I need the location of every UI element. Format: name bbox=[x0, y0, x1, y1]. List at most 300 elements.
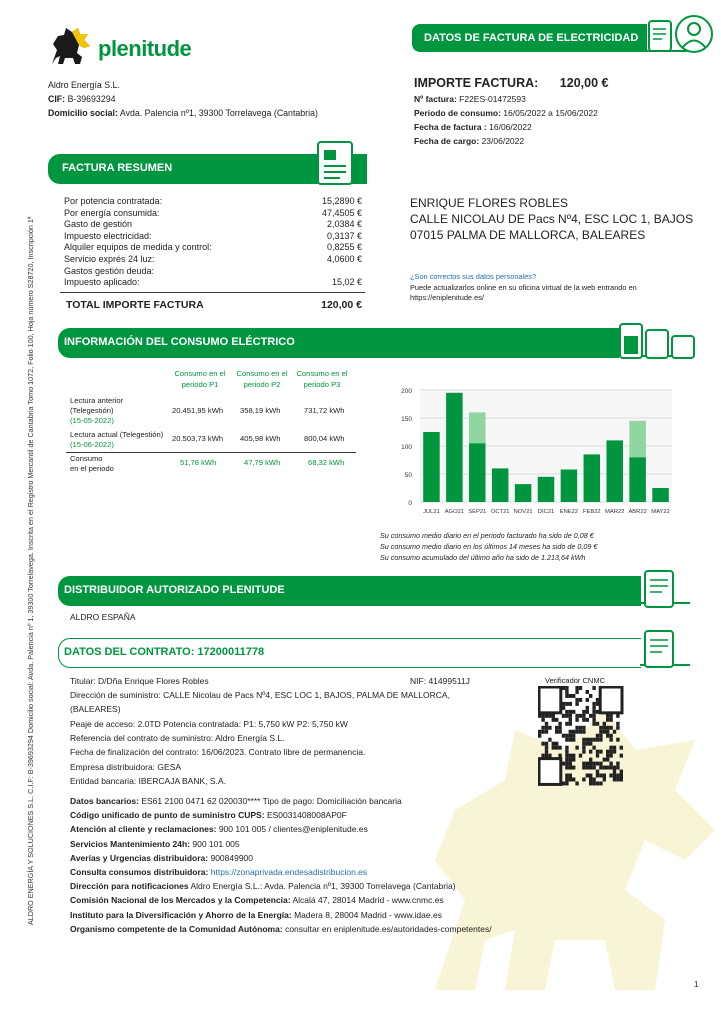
table-divider bbox=[66, 452, 356, 453]
qr-module bbox=[575, 686, 578, 690]
contract-line bbox=[70, 762, 181, 772]
qr-module bbox=[582, 766, 585, 770]
chart-y-tick-label: 50 bbox=[404, 472, 412, 479]
qr-module bbox=[606, 754, 609, 758]
invoice-document-icon bbox=[646, 18, 676, 54]
qr-module bbox=[620, 774, 623, 778]
contract-title: DATOS DEL CONTRATO: 17200011778 bbox=[64, 646, 265, 658]
contract-line bbox=[70, 704, 121, 714]
qr-module bbox=[555, 742, 558, 746]
qr-module bbox=[592, 722, 595, 726]
qr-module bbox=[609, 714, 612, 718]
qr-module bbox=[575, 718, 578, 722]
qr-module bbox=[589, 738, 592, 742]
qr-module bbox=[596, 710, 599, 714]
distributor-document-icon bbox=[642, 568, 678, 610]
qr-module bbox=[599, 730, 602, 734]
qr-module bbox=[572, 710, 575, 714]
qr-module bbox=[558, 754, 561, 758]
invoice-amount: IMPORTE FACTURA: 120,00 € bbox=[414, 76, 609, 90]
qr-module bbox=[582, 777, 585, 781]
qr-module bbox=[579, 698, 582, 702]
contract-info-label: Averías y Urgencias distribuidora: bbox=[70, 852, 209, 863]
qr-module bbox=[606, 726, 609, 730]
contract-info-line bbox=[70, 824, 368, 834]
qr-module bbox=[575, 698, 578, 702]
company-address: Domicilio social: Avda. Palencia nº1, 39300 Torrelavega (Cantabria) bbox=[48, 108, 318, 118]
qr-module bbox=[589, 781, 592, 785]
qr-module bbox=[565, 762, 568, 766]
consumption-stat-2: Su consumo medio diario en los últimos 14 meses ha sido de 0,09 € bbox=[380, 542, 598, 551]
consumption-stat-1: Su consumo medio diario en el periodo facturado ha sido de 0,08 € bbox=[380, 531, 594, 540]
chart-bar bbox=[492, 468, 508, 502]
vertical-legal-text: ALDRO ENERGÍA Y SOLUCIONES S.L. C.I.F: B-39693294 Domicilio social: Avda. Palencia nº 1, 39300 Torrelavega. Inscrita en el Registro Mercantil de Cantabria Tomo 1072, Folio 100, Hoja número S28720, Inscripción 1ª bbox=[26, 216, 35, 925]
total-p1: 51,78 kWh bbox=[180, 458, 217, 467]
total-p3: 68,32 kWh bbox=[308, 458, 345, 467]
qr-module bbox=[609, 766, 612, 770]
qr-module bbox=[541, 714, 544, 718]
qr-module bbox=[586, 698, 589, 702]
qr-module bbox=[545, 746, 548, 750]
qr-module bbox=[603, 758, 606, 762]
qr-module bbox=[569, 694, 572, 698]
qr-module bbox=[579, 714, 582, 718]
qr-module bbox=[565, 710, 568, 714]
qr-module bbox=[606, 714, 609, 718]
consumption-table bbox=[64, 366, 364, 476]
qr-module bbox=[599, 766, 602, 770]
qr-module bbox=[592, 781, 595, 785]
contract-nif: NIF: 41499511J bbox=[410, 676, 470, 686]
summary-row-label: Gasto de gestión bbox=[64, 219, 133, 230]
qr-module bbox=[592, 746, 595, 750]
qr-module bbox=[609, 738, 612, 742]
qr-module bbox=[555, 730, 558, 734]
contract-info-line bbox=[70, 796, 402, 806]
qr-module bbox=[569, 758, 572, 762]
qr-module bbox=[596, 754, 599, 758]
qr-module bbox=[575, 726, 578, 730]
qr-module bbox=[558, 722, 561, 726]
qr-module bbox=[558, 726, 561, 730]
qr-module bbox=[603, 726, 606, 730]
qr-code-icon[interactable] bbox=[538, 686, 624, 786]
qr-module bbox=[592, 706, 595, 710]
chart-bar bbox=[652, 488, 668, 502]
qr-module bbox=[565, 766, 568, 770]
qr-module bbox=[545, 726, 548, 730]
qr-module bbox=[569, 774, 572, 778]
qr-module bbox=[569, 722, 572, 726]
qr-module bbox=[548, 754, 551, 758]
page-number: 1 bbox=[694, 980, 699, 989]
row1-date: (15-05-2022) bbox=[70, 416, 114, 425]
contract-info-text: Madera 8, 28004 Madrid - www.idae.es bbox=[294, 909, 442, 920]
qr-module bbox=[616, 774, 619, 778]
qr-module bbox=[552, 746, 555, 750]
row2-date: (15-06-2022) bbox=[70, 440, 114, 449]
qr-module bbox=[592, 718, 595, 722]
qr-module bbox=[582, 762, 585, 766]
qr-module bbox=[606, 734, 609, 738]
qr-module bbox=[589, 714, 592, 718]
contract-info-line bbox=[70, 910, 442, 920]
qr-finder bbox=[600, 687, 622, 713]
qr-module bbox=[575, 730, 578, 734]
qr-module bbox=[558, 746, 561, 750]
qr-module bbox=[541, 742, 544, 746]
contract-info-line bbox=[70, 867, 367, 877]
brand-logo bbox=[48, 26, 198, 66]
qr-module bbox=[609, 762, 612, 766]
total-p2: 47,79 kWh bbox=[244, 458, 281, 467]
qr-module bbox=[616, 722, 619, 726]
summary-row-value: 15,2890 € bbox=[321, 196, 362, 206]
qr-module bbox=[572, 777, 575, 781]
chart-bar bbox=[469, 443, 485, 502]
total-sub: en el periodo bbox=[70, 464, 114, 473]
contract-info-label: Servicios Mantenimiento 24h: bbox=[70, 838, 190, 849]
row1-p2: 358,19 kWh bbox=[240, 406, 281, 415]
summary-row-label: Servicio exprés 24 luz: bbox=[64, 254, 155, 264]
qr-module bbox=[579, 726, 582, 730]
qr-module bbox=[565, 722, 568, 726]
qr-module bbox=[572, 734, 575, 738]
qr-module bbox=[586, 710, 589, 714]
chart-x-tick-label: SEP21 bbox=[468, 509, 487, 515]
qr-module bbox=[592, 762, 595, 766]
qr-module bbox=[586, 766, 589, 770]
qr-module bbox=[596, 750, 599, 754]
qr-module bbox=[538, 714, 541, 718]
qr-module bbox=[616, 777, 619, 781]
customer-note-2[interactable]: https://eniplenitude.es/ bbox=[410, 293, 484, 302]
contract-info-text: ES0031408008AP0F bbox=[266, 810, 347, 821]
qr-module bbox=[582, 750, 585, 754]
qr-module bbox=[565, 714, 568, 718]
contract-line-label: Empresa distribuidora: bbox=[70, 761, 156, 772]
contract-info-text: 900 101 005 bbox=[192, 838, 240, 849]
qr-module bbox=[609, 746, 612, 750]
qr-module bbox=[616, 726, 619, 730]
contract-info-text: ES61 2100 0471 62 020030**** Tipo de pago: Domiciliación bancaria bbox=[141, 796, 402, 806]
qr-module bbox=[603, 774, 606, 778]
qr-module bbox=[545, 722, 548, 726]
qr-module bbox=[572, 754, 575, 758]
customer-address-2: 07015 PALMA DE MALLORCA, BALEARES bbox=[410, 228, 646, 242]
qr-module bbox=[565, 754, 568, 758]
qr-module bbox=[582, 714, 585, 718]
qr-module bbox=[565, 734, 568, 738]
summary-row-value: 0,3137 € bbox=[326, 230, 362, 241]
qr-module bbox=[569, 702, 572, 706]
qr-module bbox=[575, 714, 578, 718]
qr-module bbox=[582, 730, 585, 734]
qr-module bbox=[555, 718, 558, 722]
invoice-section-title: DATOS DE FACTURA DE ELECTRICIDAD bbox=[424, 32, 639, 44]
invoice-date: Fecha de factura : 16/06/2022 bbox=[414, 122, 532, 132]
summary-row-value: 15,02 € bbox=[331, 277, 362, 288]
contract-info-line bbox=[70, 839, 240, 849]
qr-finder bbox=[539, 687, 561, 713]
company-cif: CIF: B-39693294 bbox=[48, 94, 116, 104]
chart-x-tick-label: ENE22 bbox=[559, 509, 579, 515]
qr-module bbox=[596, 698, 599, 702]
distributor-text: ALDRO ESPAÑA bbox=[70, 612, 136, 622]
qr-module bbox=[565, 750, 568, 754]
verifier-label: Verificador CNMC bbox=[545, 676, 606, 685]
qr-module bbox=[548, 714, 551, 718]
chart-bar bbox=[446, 393, 462, 502]
qr-module bbox=[582, 710, 585, 714]
contract-line bbox=[70, 733, 285, 743]
qr-module bbox=[620, 770, 623, 774]
table-header-p1: Consumo en el periodo P1 bbox=[174, 369, 226, 389]
qr-module bbox=[582, 726, 585, 730]
qr-module bbox=[575, 702, 578, 706]
qr-module bbox=[572, 758, 575, 762]
contract-line-label: Referencia del contrato de suministro: bbox=[70, 732, 214, 743]
qr-module bbox=[572, 766, 575, 770]
chart-x-tick-label: DIC21 bbox=[537, 509, 555, 515]
qr-module bbox=[609, 718, 612, 722]
qr-module bbox=[596, 738, 599, 742]
qr-module bbox=[572, 730, 575, 734]
qr-module bbox=[575, 746, 578, 750]
qr-module bbox=[569, 738, 572, 742]
row1-sub: (Telegestión) bbox=[70, 406, 114, 415]
chart-x-tick-label: JUL21 bbox=[423, 509, 440, 515]
customer-name: ENRIQUE FLORES ROBLES bbox=[410, 196, 569, 210]
qr-module bbox=[545, 730, 548, 734]
contract-line-text: CALLE Nicolau de Pacs Nº4, ESC LOC 1, BAJOS, PALMA DE MALLORCA, bbox=[163, 690, 450, 700]
qr-module bbox=[552, 742, 555, 746]
qr-module bbox=[606, 758, 609, 762]
chart-bar bbox=[561, 470, 577, 502]
summary-row-value: 2,0384 € bbox=[326, 219, 362, 230]
qr-module bbox=[599, 762, 602, 766]
qr-module bbox=[582, 742, 585, 746]
contract-info-text[interactable]: https://zonaprivada.endesadistribucion.es bbox=[210, 867, 368, 877]
chart-y-tick-label: 150 bbox=[401, 416, 412, 423]
qr-module bbox=[620, 777, 623, 781]
qr-module bbox=[569, 710, 572, 714]
qr-module bbox=[616, 766, 619, 770]
qr-module bbox=[596, 762, 599, 766]
qr-module bbox=[555, 746, 558, 750]
qr-module bbox=[599, 750, 602, 754]
consumption-title: INFORMACIÓN DEL CONSUMO ELÉCTRICO bbox=[64, 336, 295, 348]
customer-avatar-icon bbox=[674, 14, 714, 58]
row1-label: Lectura anterior bbox=[70, 396, 124, 405]
qr-module bbox=[592, 710, 595, 714]
company-name: Aldro Energía S.L. bbox=[48, 80, 120, 90]
invoice-period: Periodo de consumo: 16/05/2022 a 15/06/2022 bbox=[414, 108, 598, 118]
qr-module bbox=[586, 718, 589, 722]
qr-module bbox=[572, 694, 575, 698]
battery-icon bbox=[618, 318, 710, 362]
chart-bar bbox=[469, 412, 485, 443]
qr-module bbox=[592, 738, 595, 742]
contract-line-text: 16/06/2023. Contrato libre de permanencia. bbox=[201, 747, 366, 758]
qr-module bbox=[565, 702, 568, 706]
qr-module bbox=[613, 730, 616, 734]
qr-module bbox=[548, 726, 551, 730]
qr-module bbox=[562, 714, 565, 718]
chart-bar bbox=[629, 457, 645, 502]
qr-module bbox=[606, 766, 609, 770]
qr-module bbox=[552, 714, 555, 718]
qr-module bbox=[579, 754, 582, 758]
contract-info-label: Consulta consumos distribuidora: bbox=[70, 867, 209, 877]
summary-row-label: Gastos gestión deuda: bbox=[64, 265, 155, 276]
qr-module bbox=[586, 690, 589, 694]
qr-module bbox=[562, 702, 565, 706]
summary-row-label: Por energía consumida: bbox=[64, 207, 160, 218]
summary-document-icon bbox=[314, 138, 358, 188]
qr-module bbox=[616, 714, 619, 718]
qr-module bbox=[562, 686, 565, 690]
row2-p3: 800,04 kWh bbox=[304, 434, 345, 443]
contract-line bbox=[70, 776, 226, 786]
qr-module bbox=[603, 777, 606, 781]
contract-line-label: Entidad bancaria: bbox=[70, 775, 137, 786]
contract-info-label: Código unificado de punto de suministro CUPS: bbox=[70, 810, 265, 821]
contract-info-line bbox=[70, 895, 444, 905]
chart-y-tick-label: 200 bbox=[401, 388, 412, 395]
chart-bar bbox=[538, 477, 554, 502]
qr-module bbox=[575, 781, 578, 785]
qr-module bbox=[589, 742, 592, 746]
contract-info-text: Aldro Energía S.L.: Avda. Palencia nº1, 39300 Torrelavega (Cantabria) bbox=[190, 881, 456, 892]
qr-module bbox=[613, 777, 616, 781]
qr-module bbox=[565, 690, 568, 694]
qr-module bbox=[545, 750, 548, 754]
chart-x-tick-label: MAR22 bbox=[605, 509, 625, 515]
qr-module bbox=[569, 714, 572, 718]
contract-line bbox=[70, 690, 450, 700]
summary-row-value: 4,0600 € bbox=[326, 254, 362, 264]
qr-module bbox=[589, 774, 592, 778]
qr-module bbox=[609, 750, 612, 754]
chart-bar bbox=[584, 454, 600, 502]
contract-line-label: Dirección de suministro: bbox=[70, 690, 161, 700]
brand-name: plenitude bbox=[98, 36, 192, 61]
contract-info-label: Instituto para la Diversificación y Ahorro de la Energía: bbox=[70, 909, 292, 920]
contract-line bbox=[70, 719, 348, 729]
qr-module bbox=[565, 694, 568, 698]
contract-info-line bbox=[70, 810, 347, 820]
qr-module bbox=[596, 774, 599, 778]
qr-module bbox=[599, 734, 602, 738]
qr-module bbox=[565, 777, 568, 781]
qr-module bbox=[582, 738, 585, 742]
qr-module bbox=[616, 738, 619, 742]
distributor-title: DISTRIBUIDOR AUTORIZADO PLENITUDE bbox=[64, 584, 285, 596]
contract-info-label: Comisión Nacional de los Mercados y la Competencia: bbox=[70, 895, 291, 906]
summary-title: FACTURA RESUMEN bbox=[62, 162, 173, 174]
chart-x-tick-label: AGO21 bbox=[444, 509, 465, 515]
contract-line-text: (BALEARES) bbox=[70, 704, 121, 715]
row2-label: Lectura actual (Telegestión) bbox=[70, 430, 164, 439]
qr-module bbox=[572, 738, 575, 742]
qr-finder bbox=[539, 759, 561, 785]
qr-module bbox=[541, 730, 544, 734]
row2-p2: 405,98 kWh bbox=[240, 434, 281, 443]
qr-module bbox=[545, 714, 548, 718]
qr-module bbox=[565, 758, 568, 762]
summary-total-value: 120,00 € bbox=[321, 299, 362, 311]
contract-info-text: consultar en eniplenitude.es/autoridades-competentes/ bbox=[285, 923, 492, 934]
contract-line-text: IBERCAJA BANK, S.A. bbox=[138, 775, 226, 786]
qr-module bbox=[609, 754, 612, 758]
qr-module bbox=[589, 694, 592, 698]
qr-module bbox=[565, 774, 568, 778]
contract-info-line bbox=[70, 853, 253, 863]
qr-module bbox=[575, 690, 578, 694]
qr-module bbox=[562, 762, 565, 766]
qr-module bbox=[599, 726, 602, 730]
chart-bar bbox=[606, 440, 622, 502]
qr-module bbox=[569, 730, 572, 734]
qr-module bbox=[586, 762, 589, 766]
invoice-charge-date: Fecha de cargo: 23/06/2022 bbox=[414, 136, 525, 146]
chart-x-tick-label: NOV21 bbox=[513, 509, 533, 515]
qr-module bbox=[613, 750, 616, 754]
chart-x-tick-label: FEB22 bbox=[582, 509, 601, 515]
qr-module bbox=[541, 754, 544, 758]
qr-module bbox=[555, 726, 558, 730]
total-label: Consumo bbox=[70, 454, 103, 463]
contract-document-icon bbox=[642, 628, 678, 670]
qr-module bbox=[565, 746, 568, 750]
qr-module bbox=[569, 766, 572, 770]
contract-info-label: Organismo competente de la Comunidad Autónoma: bbox=[70, 923, 283, 934]
customer-note-1: Puede actualizarlos online en su oficina virtual de la web entrando en bbox=[410, 283, 637, 292]
qr-module bbox=[569, 777, 572, 781]
qr-module bbox=[616, 762, 619, 766]
qr-module bbox=[586, 706, 589, 710]
summary-top-line bbox=[60, 292, 365, 293]
qr-module bbox=[596, 770, 599, 774]
row2-p1: 20.503,73 kWh bbox=[172, 434, 224, 443]
qr-module bbox=[541, 726, 544, 730]
summary-row-label: Por potencia contratada: bbox=[64, 196, 163, 206]
qr-module bbox=[606, 730, 609, 734]
qr-module bbox=[586, 738, 589, 742]
contract-info-label: Dirección para notificaciones bbox=[70, 881, 189, 892]
qr-module bbox=[596, 722, 599, 726]
qr-module bbox=[620, 754, 623, 758]
contract-line-text: Aldro Energía S.L. bbox=[215, 732, 285, 743]
chart-bar bbox=[515, 484, 531, 502]
qr-module bbox=[569, 718, 572, 722]
qr-module bbox=[620, 746, 623, 750]
row1-p3: 731,72 kWh bbox=[304, 406, 345, 415]
qr-module bbox=[562, 781, 565, 785]
qr-module bbox=[613, 774, 616, 778]
chart-x-tick-label: OCT21 bbox=[490, 509, 510, 515]
qr-module bbox=[586, 774, 589, 778]
qr-module bbox=[613, 746, 616, 750]
qr-module bbox=[609, 774, 612, 778]
qr-module bbox=[596, 781, 599, 785]
customer-address-1: CALLE NICOLAU DE Pacs Nº4, ESC LOC 1, BAJOS bbox=[410, 212, 694, 226]
contract-line-text: GESA bbox=[157, 761, 182, 772]
contract-info-label: Atención al cliente y reclamaciones: bbox=[70, 824, 217, 835]
qr-module bbox=[586, 742, 589, 746]
chart-bar bbox=[423, 432, 439, 502]
